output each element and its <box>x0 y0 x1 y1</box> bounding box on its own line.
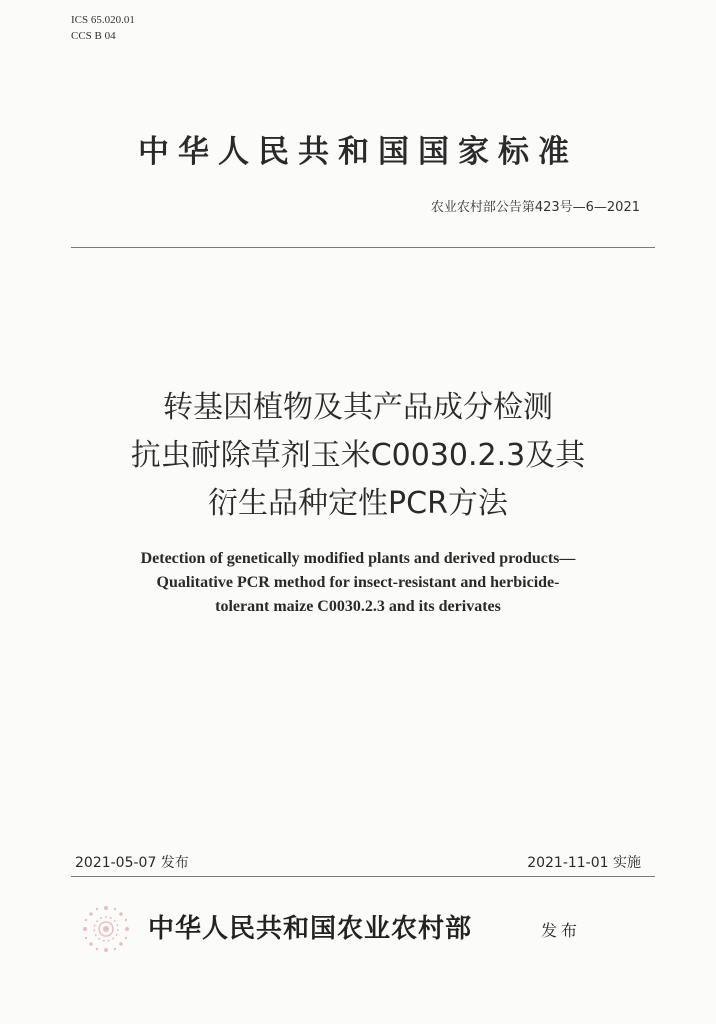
ccs-code: CCS B 04 <box>71 30 116 42</box>
issuing-action: 发布 <box>541 921 582 940</box>
implementation-date: 2021-11-01 实施 <box>527 855 641 871</box>
chinese-title-line: 抗虫耐除草剂玉米C0030.2.3及其 <box>130 438 586 473</box>
standard-number: 农业农村部公告第423号—6—2021 <box>430 200 640 215</box>
bottom-divider <box>71 876 655 877</box>
chinese-title-line: 衍生品种定性PCR方法 <box>208 486 508 521</box>
english-title <box>0 547 716 619</box>
ministry-emblem-icon <box>77 900 135 958</box>
top-divider <box>71 247 655 248</box>
english-title-line: Qualitative PCR method for insect-resistant and herbicide- <box>156 574 560 591</box>
issuing-authority: 中华人民共和国农业农村部 <box>148 914 473 944</box>
english-title-line: Detection of genetically modified plants and derived products— <box>140 550 576 567</box>
chinese-title-line: 转基因植物及其产品成分检测 <box>163 390 553 425</box>
english-title-line: tolerant maize C0030.2.3 and its derivates <box>215 598 501 615</box>
issue-date: 2021-05-07 发布 <box>75 855 189 871</box>
standard-type-heading: 中华人民共和国国家标准 <box>138 134 578 170</box>
ics-code: ICS 65.020.01 <box>71 14 135 26</box>
chinese-title <box>0 384 716 528</box>
classification-codes <box>71 12 135 44</box>
